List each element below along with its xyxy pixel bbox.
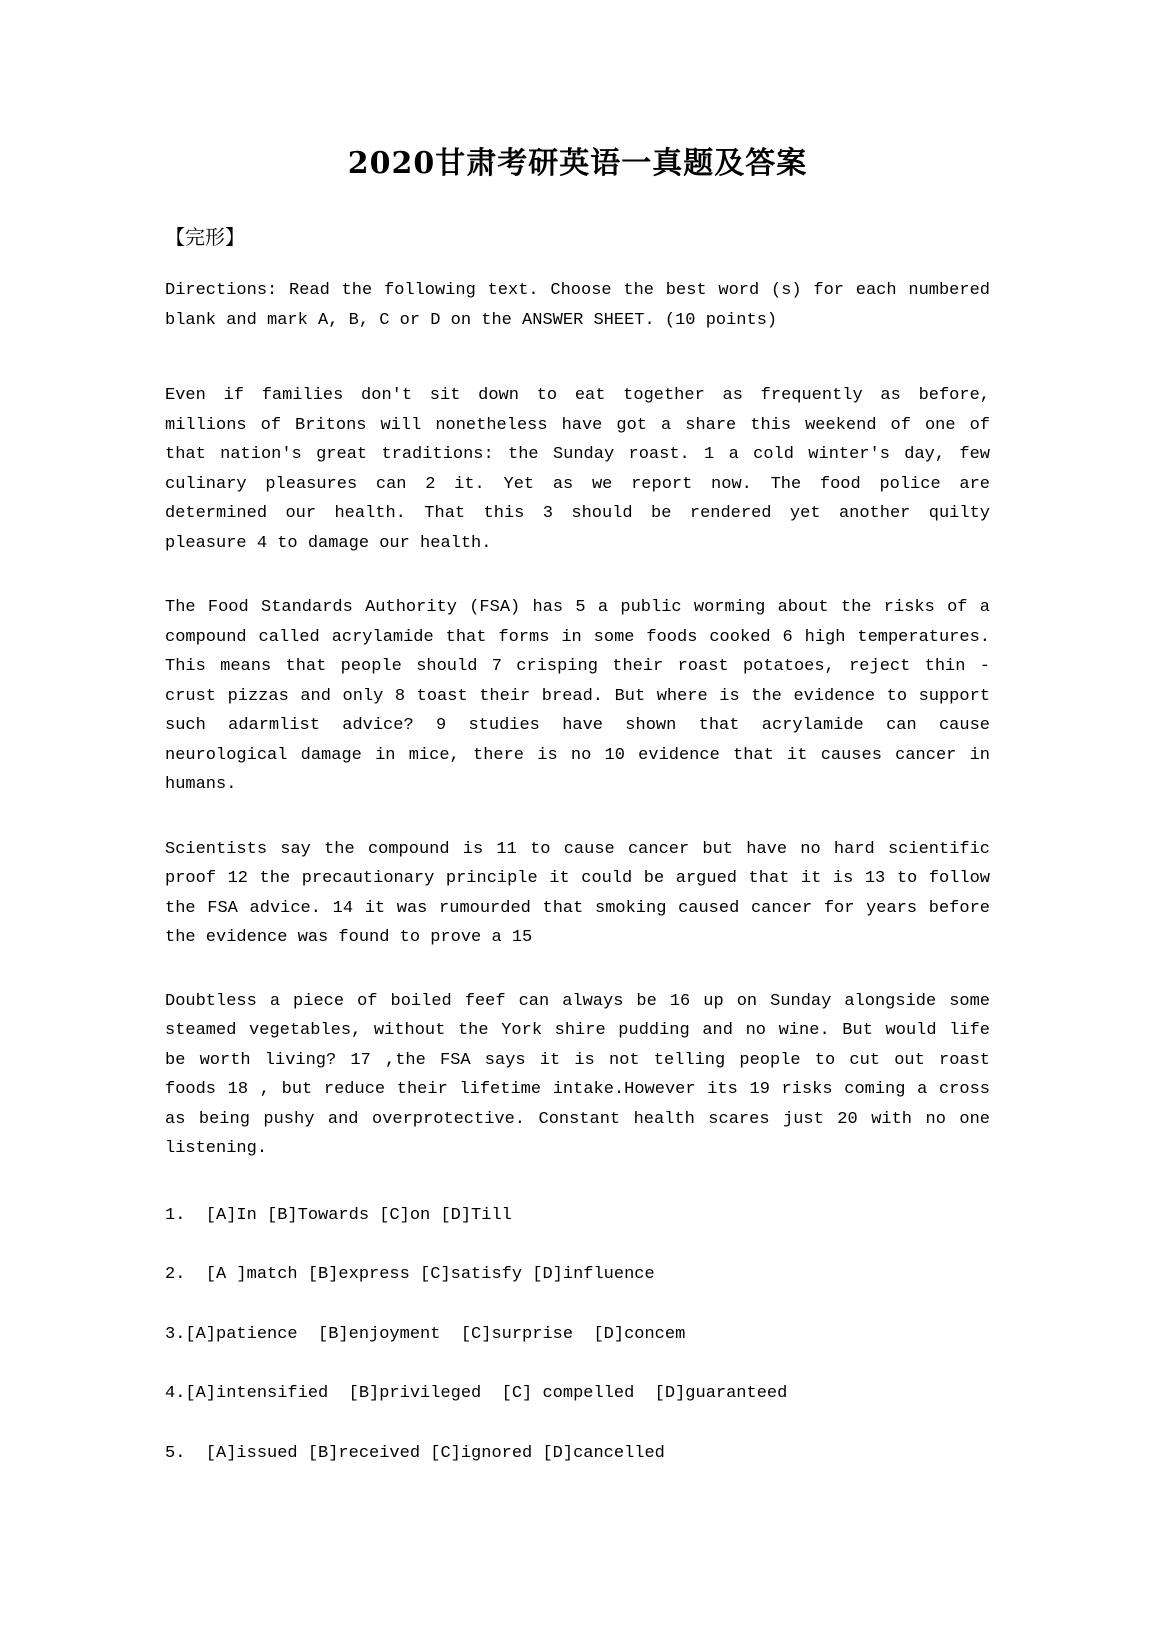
document-content (165, 0, 990, 1468)
text-line: Doubtless a piece of boiled feef can always be 16 up on Sunday alongside some (165, 991, 990, 1011)
text-line: humans. (165, 775, 237, 794)
text-line: foods 18 , but reduce their lifetime intake.However its 19 risks coming a cross (165, 1080, 990, 1099)
text-line: crust pizzas and only 8 toast their bread. But where is the evidence to support (165, 686, 990, 706)
section-label: 【完形】 (165, 225, 245, 249)
text-line: culinary pleasures can 2 it. Yet as we report now. The food police are (165, 474, 990, 494)
cloze-paragraph-3 (165, 835, 990, 953)
text-line: This means that people should 7 crisping their roast potatoes, reject thin - (165, 657, 990, 676)
text-line: be worth living? 17 ,the FSA says it is not telling people to cut out roast (165, 1050, 990, 1070)
question-5: 5. [A]issued [B]received [C]ignored [D]cancelled (165, 1443, 665, 1463)
cloze-paragraph-4 (165, 987, 990, 1164)
text-line: listening. (165, 1139, 268, 1158)
text-line: the evidence was found to prove a 15 (165, 928, 533, 947)
page-title: 2020甘肃考研英语一真题及答案 (347, 146, 808, 181)
question-3: 3.[A]patience [B]enjoyment [C]surprise [D]concem (165, 1324, 686, 1344)
text-line: as being pushy and overprotective. Constant health scares just 20 with no one (165, 1109, 990, 1129)
text-line: proof 12 the precautionary principle it could be argued that it is 13 to follow (165, 869, 990, 888)
question-1: 1. [A]In [B]Towards [C]on [D]Till (165, 1205, 512, 1225)
text-line: determined our health. That this 3 should be rendered yet another quilty (165, 504, 990, 523)
question-2: 2. [A ]match [B]express [C]satisfy [D]influence (165, 1265, 655, 1284)
text-line: Scientists say the compound is 11 to cause cancer but have no hard scientific (165, 839, 990, 859)
text-line: millions of Britons will nonetheless have got a share this weekend of one of (165, 415, 990, 435)
text-line: Directions: Read the following text. Choose the best word (s) for each numbered (165, 281, 990, 300)
text-line: compound called acrylamide that forms in some foods cooked 6 high temperatures. (165, 627, 990, 647)
text-line: The Food Standards Authority (FSA) has 5 a public worming about the risks of a (165, 598, 990, 617)
cloze-paragraph-2 (165, 593, 990, 800)
cloze-paragraph-1 (165, 381, 990, 558)
text-line: neurological damage in mice, there is no 10 evidence that it causes cancer in (165, 745, 990, 765)
directions-paragraph (165, 276, 990, 335)
question-4: 4.[A]intensified [B]privileged [C] compelled [D]guaranteed (165, 1384, 788, 1403)
text-line: Even if families don't sit down to eat together as frequently as before, (165, 386, 990, 405)
text-line: steamed vegetables, without the York shire pudding and no wine. But would life (165, 1021, 990, 1040)
text-line: pleasure 4 to damage our health. (165, 533, 492, 553)
text-line: blank and mark A, B, C or D on the ANSWER SHEET. (10 points) (165, 310, 778, 330)
text-line: that nation's great traditions: the Sunday roast. 1 a cold winter's day, few (165, 445, 990, 464)
text-line: such adarmlist advice? 9 studies have shown that acrylamide can cause (165, 716, 990, 735)
text-line: the FSA advice. 14 it was rumourded that smoking caused cancer for years before (165, 898, 990, 918)
